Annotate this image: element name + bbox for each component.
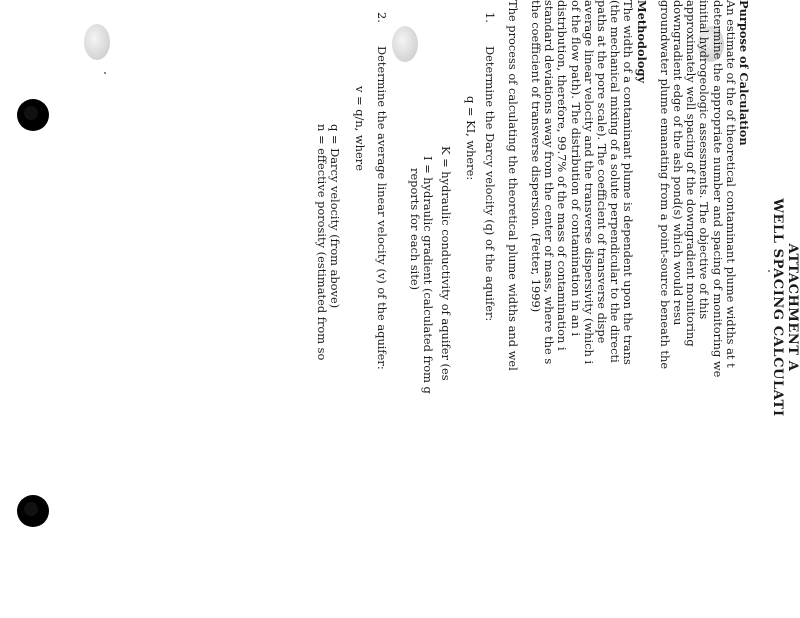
methodology-line: the coefficient of transverse dispersion. (Fetter, 1999) <box>528 0 543 313</box>
punch-hole-lower <box>18 496 48 526</box>
document-page <box>110 0 800 615</box>
purpose-line: An estimate of the of theoretical contaminant plume widths at t <box>723 0 738 368</box>
methodology-paragraph <box>529 0 635 615</box>
step-1-number: 1. <box>482 12 497 23</box>
step-1-def-i-cont: reports for each site) <box>407 168 422 291</box>
doc-title-line1: ATTACHMENT A <box>785 243 800 372</box>
purpose-line: groundwater plume emanating from a point-source beneath the <box>657 0 672 370</box>
methodology-line: (the mechanical mixing of a solute perpendicular to the directi <box>608 0 623 363</box>
purpose-heading: Purpose of Calculation <box>737 0 751 146</box>
methodology-line: average linear velocity and the transverse dispersivity (which i <box>581 0 596 365</box>
step-1-formula: q = KI, where: <box>464 96 479 181</box>
purpose-line: initial hydrogeologic assessments. The objective of this <box>697 0 712 320</box>
step-1 <box>482 0 495 615</box>
process-intro: The process of calculating the theoretical plume widths and wel <box>505 0 520 371</box>
step-1-def-i: I = hydraulic gradient (calculated from g <box>420 156 435 394</box>
methodology-line: distribution, therefore, 99.7% of the mass of contamination i <box>555 0 570 351</box>
methodology-line: standard deviations away from the center of mass, where the s <box>542 0 557 365</box>
purpose-paragraph <box>658 0 737 615</box>
purpose-line: determine the appropriate number and spacing of monitoring we <box>710 0 725 378</box>
speck <box>104 72 106 74</box>
methodology-line: paths at the pore scale). The coefficient of transverse dispe <box>594 0 609 344</box>
binder-hole-top <box>84 24 110 60</box>
step-2-def-n: n = effective porosity (estimated from so <box>314 124 329 361</box>
methodology-line: The width of a contaminant plume is dependent upon the trans <box>621 0 636 365</box>
methodology-line: of the flow path). The distribution of contamination in an i <box>568 0 583 337</box>
step-2-number: 2. <box>374 12 389 23</box>
punch-hole-upper <box>18 100 48 130</box>
methodology-heading: Methodology <box>634 0 649 84</box>
step-2 <box>374 0 387 615</box>
doc-title-line2: WELL SPACING CALCULATI <box>770 198 785 417</box>
purpose-line: approximately well spacing of the downgradient monitoring <box>684 0 699 347</box>
step-1-text: Determine the Darcy velocity (q) of the aquifer: <box>482 46 497 322</box>
step-1-def-k: K = hydraulic conductivity of aquifer (es <box>439 146 454 381</box>
step-2-text: Determine the average linear velocity (v) of the aquifer: <box>374 46 389 370</box>
step-2-formula: v = q/n, where <box>353 86 368 171</box>
purpose-line: downgradient edge of the ash pond(s) which would resu <box>670 0 685 326</box>
step-2-def-q: q = Darcy velocity (from above) <box>328 124 343 309</box>
